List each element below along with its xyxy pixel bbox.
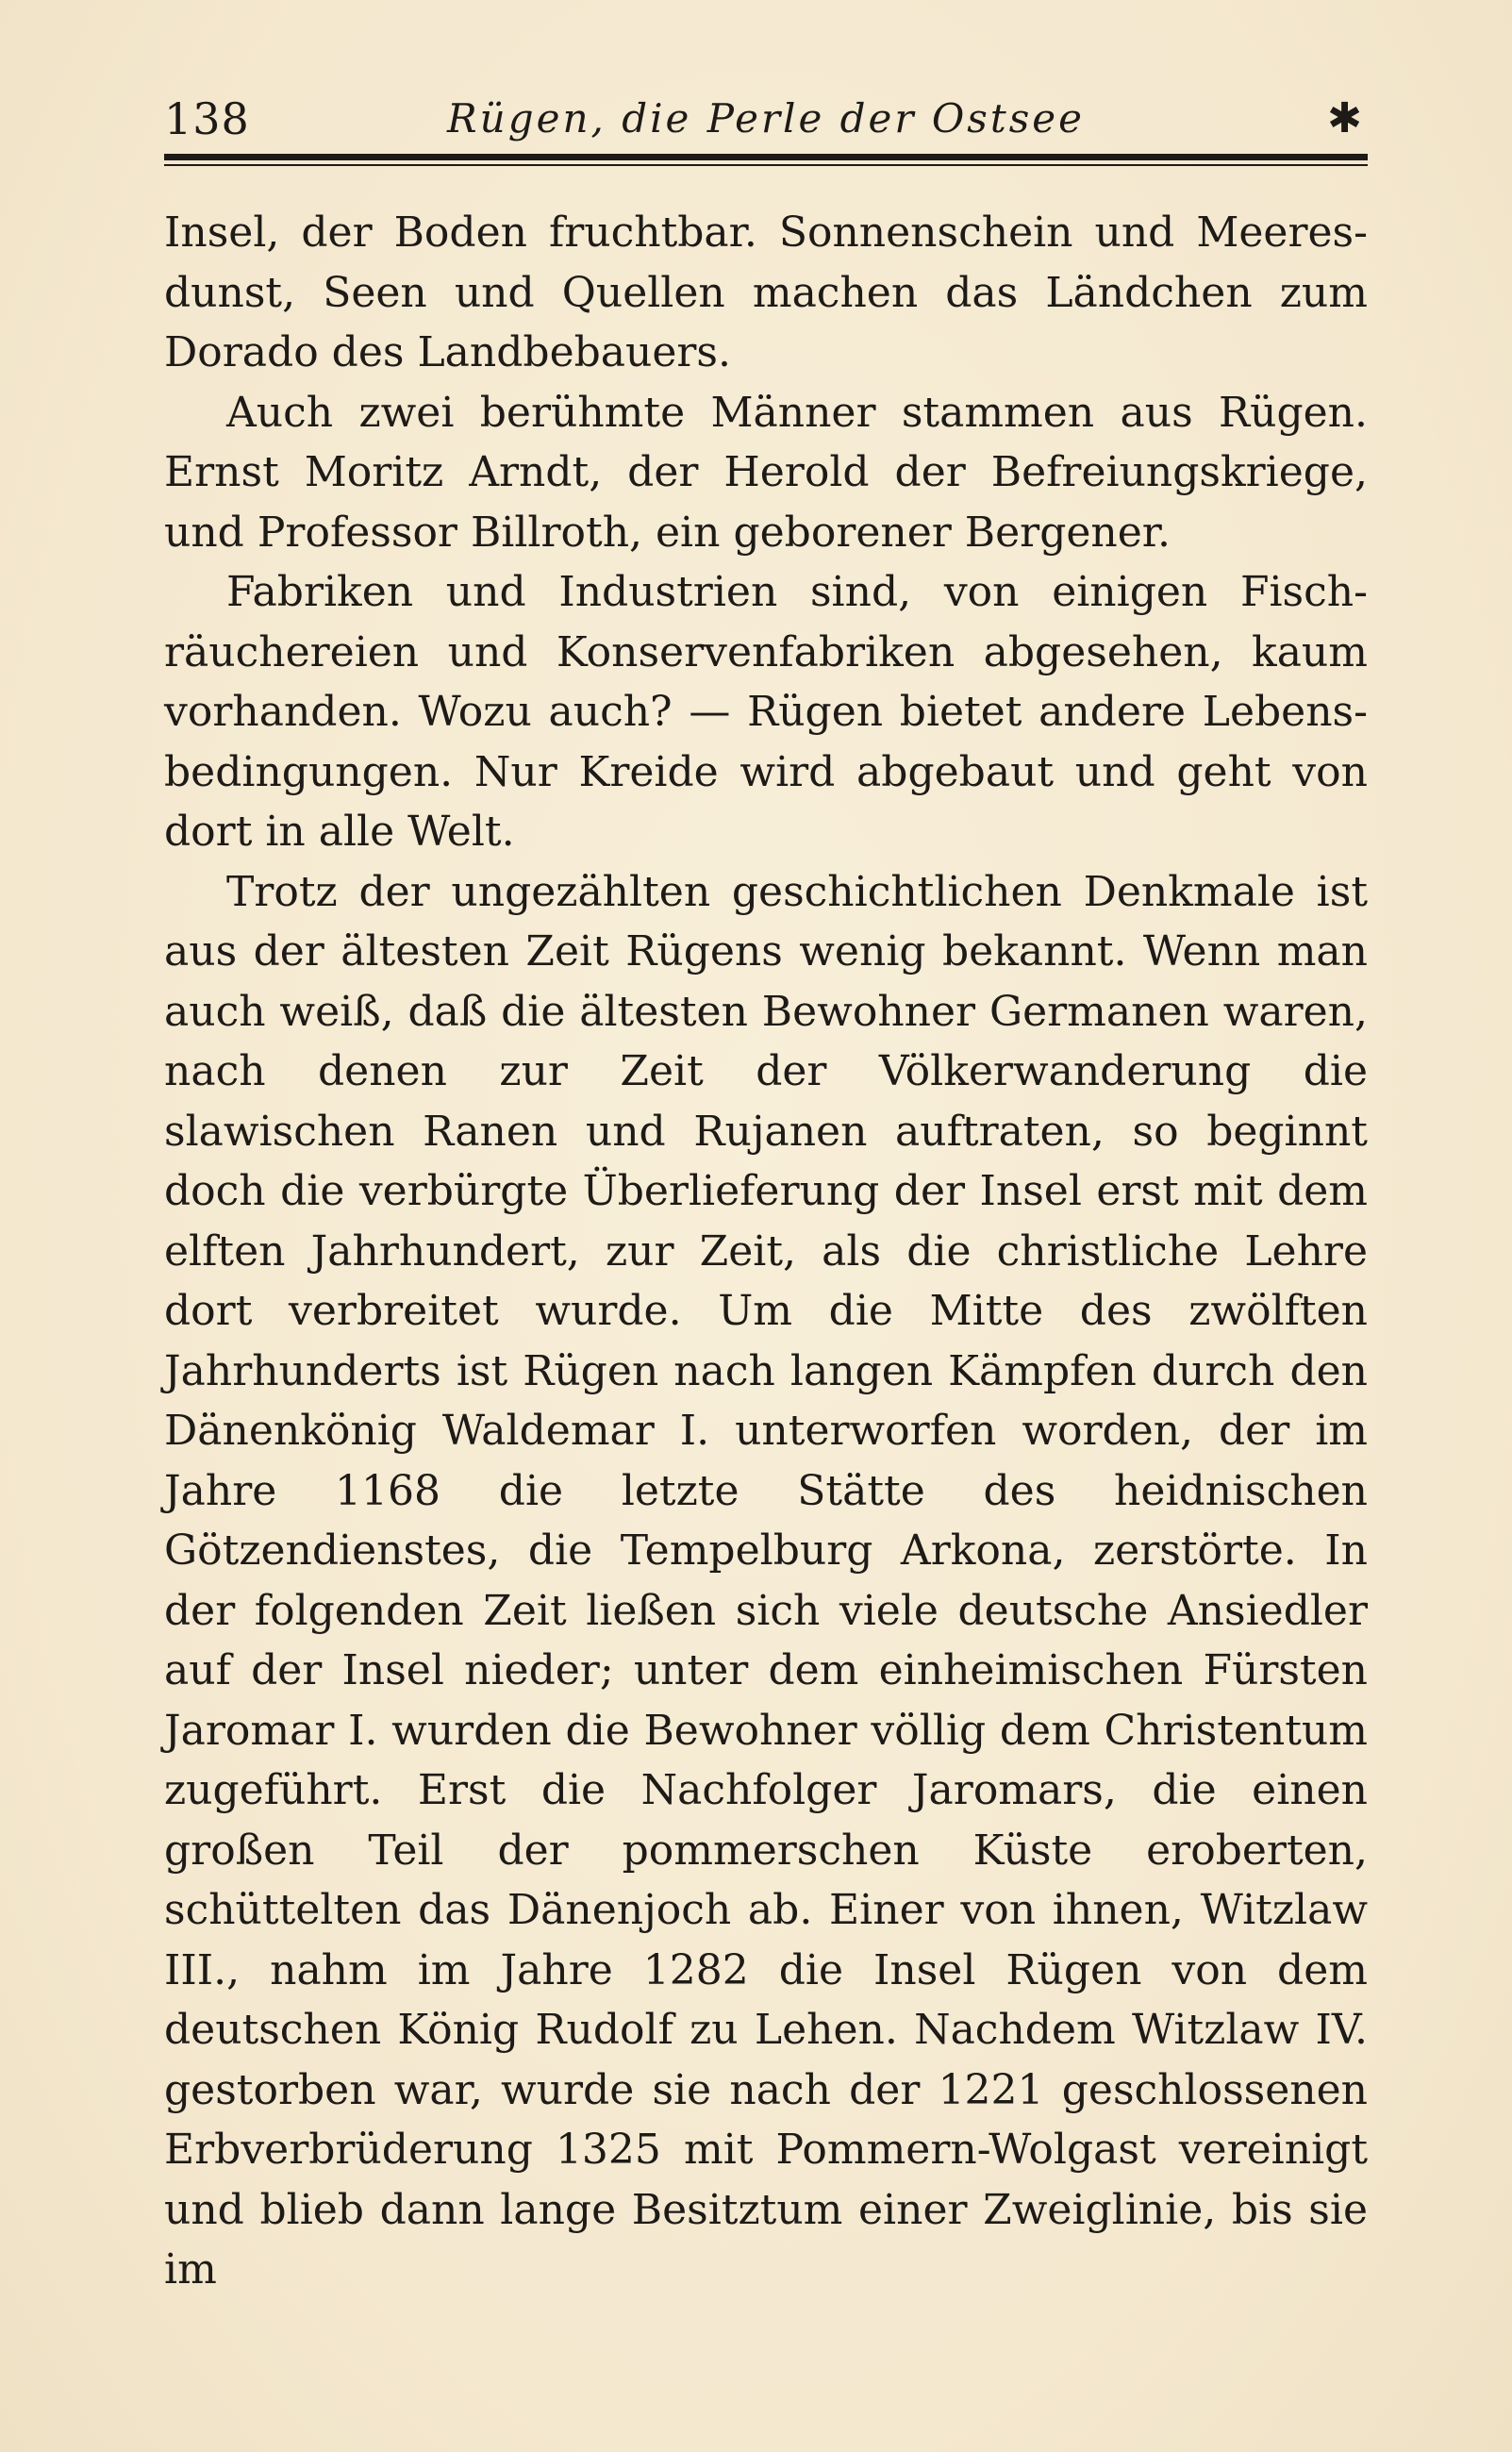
page-number: 138 [164, 93, 250, 144]
body-text [164, 203, 1368, 2300]
paragraph-industry: Fabriken und Industrien sind, von einigen Fischräuchereien und Konservenfabriken abgesehen, kaum vorhanden. Wozu auch? — Rügen bietet andere Lebensbedingungen. Nur Kreide wird abgebaut und geht von dort in alle Welt. [164, 568, 1368, 856]
paragraph-history: Trotz der ungezählten geschichtlichen Denkmale ist aus der ältesten Zeit Rügens wenig bekannt. Wenn man auch weiß, daß die ältesten Bewohner Germanen waren, nach denen zur Zeit der Völkerwanderung die slawischen Ranen und Rujanen auftraten, so beginnt doch die verbürgte Überlieferung der Insel erst mit dem elften Jahrhundert, zur Zeit, als die christliche Lehre dort verbreitet wurde. Um die Mitte des zwölften Jahrhunderts ist Rügen nach langen Kämpfen durch den Dänenkönig Waldemar I. unterworfen worden, der im Jahre 1168 die letzte Stätte des heidnischen Götzendienstes, die Tempelburg Arkona, zerstörte. In der folgenden Zeit ließen sich viele deutsche Ansiedler auf der Insel nieder; unter dem einheimischen Fürsten Jaromar I. wurden die Bewohner völlig dem Christentum zugeführt. Erst die Nachfolger Jaromars, die einen großen Teil der pommerschen Küste eroberten, schüttelten das Dänenjoch ab. Einer von ihnen, Witzlaw III., nahm im Jahre 1282 die Insel Rügen von dem deutschen König Rudolf zu Lehen. Nachdem Witzlaw IV. gestorben war, wurde sie nach der 1221 geschlossenen Erbverbrüderung 1325 mit Pommern-Wolgast vereinigt und blieb dann lange Besitztum einer Zweiglinie, bis sie im [164, 867, 1368, 2294]
paragraph-famous-men: Auch zwei berühmte Männer stammen aus Rügen. Ernst Moritz Arndt, der Herold der Befreiungskriege, und Professor Billroth, ein geborener Bergener. [164, 388, 1368, 557]
asterisk-ornament-icon: ✱ [1327, 94, 1362, 142]
page-header [164, 91, 1368, 147]
running-title: Rügen, die Perle der Ostsee [447, 95, 1085, 142]
header-rule-thin [164, 164, 1368, 166]
header-rule-thick [164, 154, 1368, 160]
paragraph-continued: Insel, der Boden fruchtbar. Sonnenschein und Meeresdunst, Seen und Quellen machen das Ländchen zum Dorado des Landbebauers. [164, 209, 1368, 376]
